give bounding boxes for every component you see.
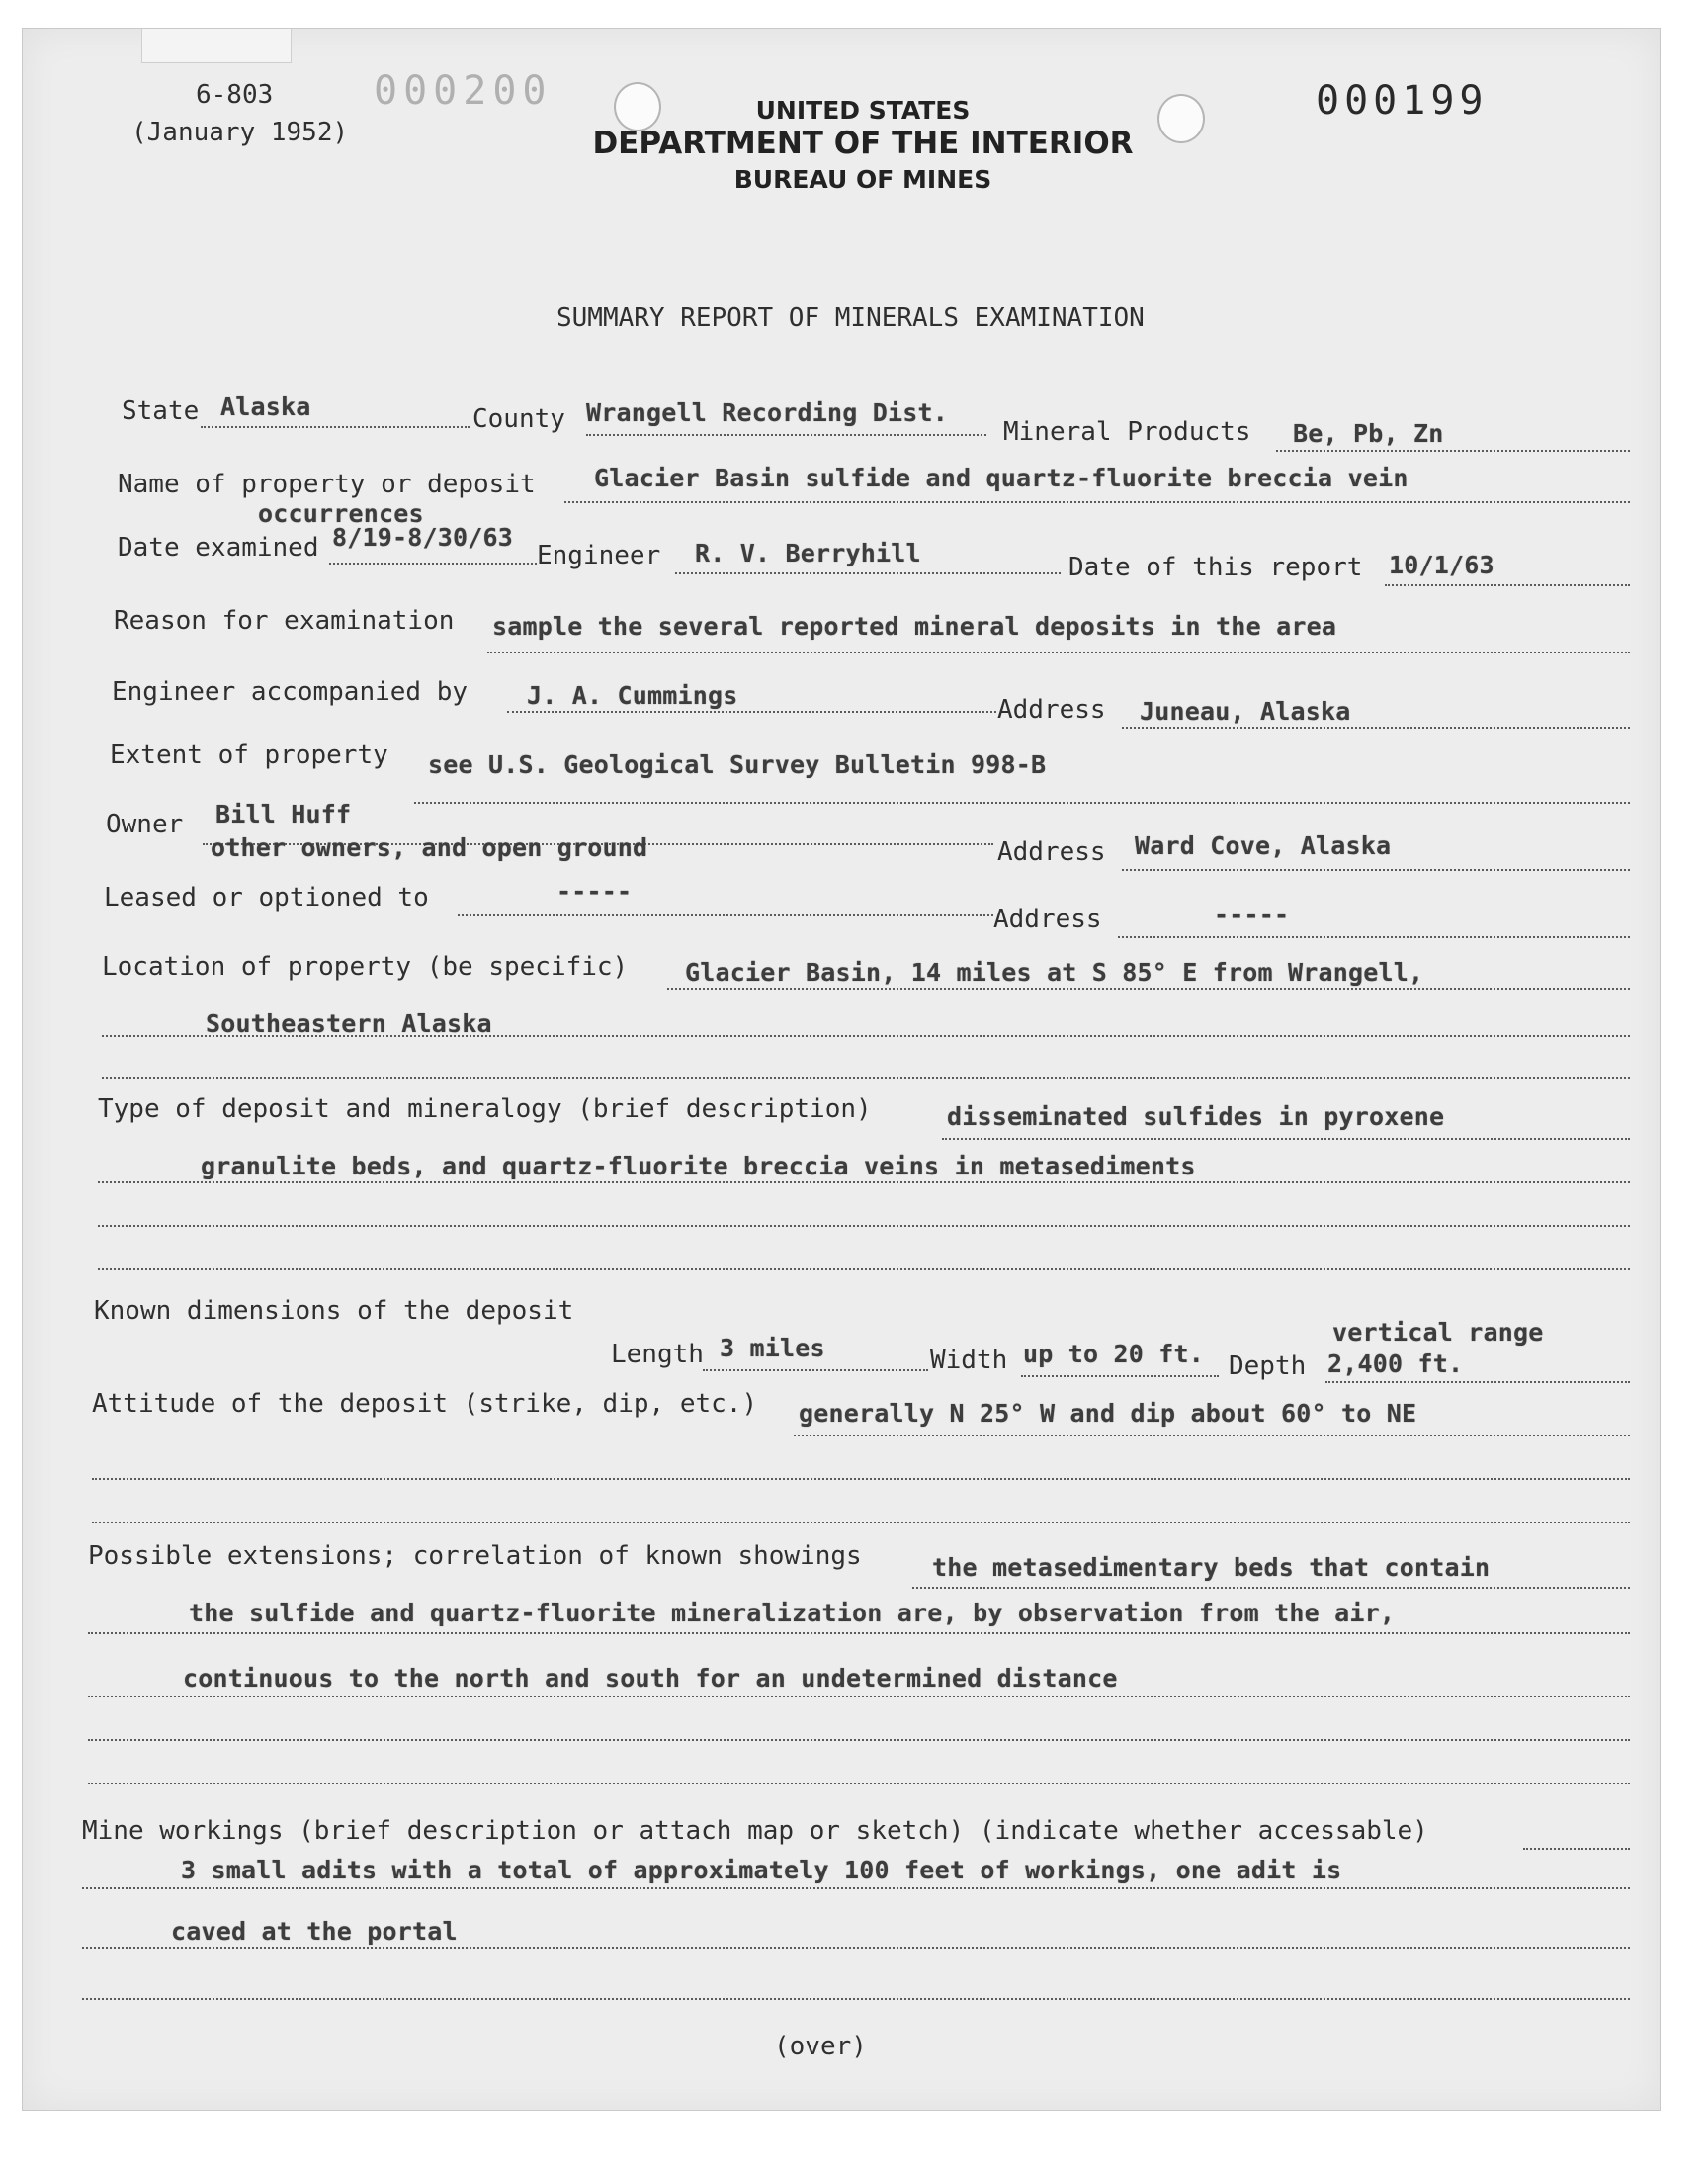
label-width: Width — [930, 1346, 1008, 1375]
value-engineer: R. V. Berryhill — [695, 539, 921, 567]
label-owner: Owner — [106, 810, 184, 839]
value-type-line-1: disseminated sulfides in pyroxene — [947, 1102, 1445, 1131]
label-mineral-products: Mineral Products — [1003, 417, 1251, 447]
value-extensions-line-3: continuous to the north and south for an undetermined distance — [183, 1664, 1118, 1693]
value-width: up to 20 ft. — [1023, 1340, 1205, 1368]
form-title: SUMMARY REPORT OF MINERALS EXAMINATION — [556, 304, 1145, 333]
line-address-2 — [1122, 869, 1630, 871]
header-line-2: DEPARTMENT OF THE INTERIOR — [592, 126, 1134, 161]
value-extensions-line-2: the sulfide and quartz-fluorite mineralization are, by observation from the air, — [189, 1599, 1396, 1627]
line-location-1 — [667, 988, 1630, 990]
faded-stamp-number: 000200 — [374, 68, 553, 114]
form-sheet — [22, 28, 1661, 2111]
label-address-2: Address — [997, 837, 1106, 867]
label-location: Location of property (be specific) — [102, 952, 629, 982]
line-accompanied-by — [507, 711, 996, 713]
value-name-line-1: Glacier Basin sulfide and quartz-fluorite breccia vein — [594, 464, 1409, 492]
label-state: State — [122, 396, 200, 426]
stamp-number: 000199 — [1316, 78, 1489, 124]
label-depth: Depth — [1229, 1351, 1307, 1381]
line-leased — [458, 914, 993, 916]
value-owner-line-1: Bill Huff — [215, 800, 352, 828]
label-address-1: Address — [997, 695, 1106, 725]
label-reason: Reason for examination — [114, 606, 455, 636]
value-extensions-line-1: the metasedimentary beds that contain — [932, 1553, 1491, 1582]
line-workings-2 — [82, 1947, 1630, 1949]
value-type-line-2: granulite beds, and quartz-fluorite breccia veins in metasediments — [201, 1152, 1196, 1180]
value-length: 3 miles — [720, 1334, 825, 1362]
value-reason: sample the several reported mineral deposits in the area — [492, 612, 1337, 641]
line-date-examined — [329, 563, 537, 565]
line-address-3 — [1118, 936, 1630, 938]
label-extent: Extent of property — [110, 740, 388, 770]
line-length — [703, 1369, 928, 1371]
value-location-line-1: Glacier Basin, 14 miles at S 85° E from Wrangell, — [685, 958, 1424, 987]
label-address-3: Address — [993, 905, 1102, 934]
label-type: Type of deposit and mineralogy (brief description) — [98, 1094, 872, 1124]
value-date-of-report: 10/1/63 — [1389, 551, 1494, 579]
header-line-3: BUREAU OF MINES — [733, 165, 992, 194]
line-attitude-2 — [92, 1478, 1630, 1480]
line-type-4 — [98, 1268, 1630, 1270]
line-address-1 — [1122, 727, 1630, 729]
value-address-1: Juneau, Alaska — [1140, 697, 1351, 726]
value-name-line-2: occurrences — [258, 499, 424, 528]
line-engineer — [675, 572, 1061, 574]
punch-hole-right — [1157, 94, 1205, 143]
label-workings: Mine workings (brief description or attach map or sketch) (indicate whether accessable) — [82, 1816, 1428, 1846]
paper-tab — [141, 29, 292, 63]
line-extent — [414, 802, 1630, 804]
line-county — [586, 434, 986, 436]
header-line-1: UNITED STATES — [755, 96, 971, 125]
form-number: 6-803 — [196, 80, 274, 110]
line-state — [201, 426, 470, 428]
value-workings-line-1: 3 small adits with a total of approximately 100 feet of workings, one adit is — [181, 1856, 1342, 1884]
line-reason — [487, 652, 1630, 653]
label-county: County — [472, 404, 565, 434]
value-leased: ----- — [556, 877, 633, 906]
value-depth-line-1: vertical range — [1332, 1318, 1544, 1347]
label-length: Length — [611, 1340, 704, 1369]
line-depth — [1325, 1381, 1630, 1383]
label-accompanied-by: Engineer accompanied by — [112, 677, 469, 707]
line-location-3 — [102, 1077, 1630, 1079]
value-location-line-2: Southeastern Alaska — [206, 1009, 492, 1038]
line-attitude-1 — [794, 1435, 1630, 1436]
line-extensions-4 — [88, 1739, 1630, 1741]
line-extensions-2 — [88, 1632, 1630, 1634]
label-date-of-report: Date of this report — [1068, 553, 1363, 582]
line-mineral-products — [1276, 450, 1630, 452]
value-address-2: Ward Cove, Alaska — [1135, 831, 1392, 860]
line-attitude-3 — [92, 1522, 1630, 1523]
label-engineer: Engineer — [537, 541, 661, 570]
value-depth-line-2: 2,400 ft. — [1327, 1349, 1464, 1378]
line-workings-0 — [1523, 1848, 1630, 1850]
label-name-of-property: Name of property or deposit — [118, 470, 536, 499]
line-type-3 — [98, 1225, 1630, 1227]
line-type-1 — [942, 1138, 1630, 1140]
value-attitude: generally N 25° W and dip about 60° to NE — [799, 1399, 1417, 1428]
line-workings-1 — [82, 1887, 1630, 1889]
value-workings-line-2: caved at the portal — [171, 1917, 458, 1946]
value-accompanied-by: J. A. Cummings — [527, 681, 738, 710]
value-mineral-products: Be, Pb, Zn — [1293, 419, 1444, 448]
line-width — [1021, 1375, 1219, 1377]
line-name-of-property — [564, 501, 1630, 503]
show-through-ghost — [112, 147, 128, 177]
value-date-examined: 8/19-8/30/63 — [332, 523, 514, 552]
line-workings-3 — [82, 1998, 1630, 2000]
page-over-note: (over) — [774, 2032, 867, 2061]
label-attitude: Attitude of the deposit (strike, dip, etc.) — [92, 1389, 758, 1419]
line-extensions-3 — [88, 1696, 1630, 1697]
line-date-of-report — [1385, 584, 1630, 586]
label-extensions: Possible extensions; correlation of known showings — [88, 1541, 862, 1571]
label-dimensions: Known dimensions of the deposit — [94, 1296, 574, 1326]
value-county: Wrangell Recording Dist. — [586, 398, 949, 427]
form-date: (January 1952) — [131, 118, 349, 147]
value-owner-line-2: other owners, and open ground — [211, 833, 648, 862]
label-leased: Leased or optioned to — [104, 883, 429, 913]
line-type-2 — [98, 1181, 1630, 1183]
line-extensions-1 — [912, 1587, 1630, 1589]
value-state: Alaska — [220, 392, 311, 421]
value-address-3: ----- — [1214, 901, 1290, 929]
value-extent: see U.S. Geological Survey Bulletin 998-B — [428, 750, 1047, 779]
label-date-examined: Date examined — [118, 533, 319, 563]
line-extensions-5 — [88, 1783, 1630, 1784]
